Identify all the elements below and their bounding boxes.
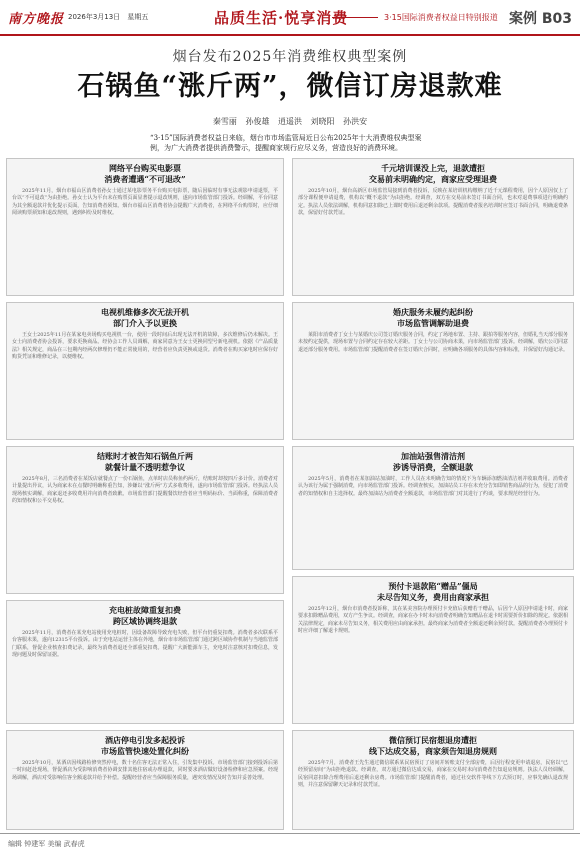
case-box xyxy=(6,730,284,830)
weekday-text: 星期五 xyxy=(127,13,149,21)
issue-date xyxy=(68,12,153,22)
page-footer xyxy=(0,833,580,852)
case-body: 2025年11月，消费者在某充电站使用充电桩时，因设备故障导致充电失败，但平台仍重复扣费。消费者多次联系平台客服未果，遂向12315平台投诉。由于充电站运营主体在外地，烟台市市场监管部门通过跨区域协作机制与当地监管部门联系，督促企业核查扣费记录，最终为消费者退还全部重复扣费。提醒广大新能源车主，充电时注意核对扣费信息，发现问题及时保留证据。 xyxy=(12,630,278,658)
case-box xyxy=(292,446,574,570)
case-title: 婚庆服务未履约起纠纷 市场监管调解助退费 xyxy=(393,307,473,328)
article-kicker: 烟台发布2025年消费维权典型案例 xyxy=(172,49,408,65)
section-title: 品质生活·悦享消费 xyxy=(214,9,349,27)
case-body: 2025年12月，烟台市消费者投诉称，其在某美容院办理预付卡充值后获赠若干赠品，后因个人原因申请退卡时，商家要求扣除赠品费用，双方产生争议。经调查，商家在办卡时未向消费者明确告知赠品在退卡时需要折价扣除的规定。依据相关法律规定，商家未尽告知义务，相关费用应由商家承担。最终商家为消费者全额退还剩余预付款。提醒消费者办理预付卡时应详细了解退卡规则。 xyxy=(298,606,569,634)
case-title: 电视机维修多次无法开机 部门介入予以更换 xyxy=(101,307,189,328)
newspaper-logo: 南方晚报 xyxy=(8,12,65,27)
special-report-banner: 3·15国际消费者权益日特别报道 xyxy=(384,13,498,22)
case-body: 莱阳市消费者丁女士与某婚庆公司签订婚庆服务合同，约定了场地布置、主持、跟拍等服务内容，但婚礼当天部分服务未按约定提供，现场布置与合同约定存在较大差距。丁女士与公司协商未果，向市场监管部门投诉。经调解，婚庆公司同意退还部分服务费用。市场监管部门提醒消费者在签订婚庆合同时，应明确各项服务的具体内容和标准，并保留好沟通记录。 xyxy=(298,332,569,353)
editor-credits: 编辑 钟建军 美编 武春虎 xyxy=(8,840,85,848)
case-title: 预付卡退款陷“赠品”僵局 未尽告知义务，费用由商家承担 xyxy=(377,581,489,602)
case-box xyxy=(6,446,284,594)
article-lead: “3·15”国际消费者权益日来临，烟台市市场监管局近日公布2025年十大消费维权典型案例，为广大消费者提供消费警示，提醒商家规行应尽义务，营造良好的消费环境。 xyxy=(150,134,422,152)
case-title: 网络平台购买电影票 消费者遭遇“不可退改” xyxy=(104,163,186,184)
article-authors: 秦雪丽 孙俊雄 逍遥洪 刘晓阳 孙洪安 xyxy=(212,117,368,126)
case-body: 2025年10月，某酒店因线路检修突然停电，数十名住客无法正常入住，引发集中投诉。市场监管部门接到投诉后第一时间赶赴现场，督促酒店为受影响消费者协调安排其他住宿或办理退款，同时要求酒店做好设备检修和应急预案。经现场调解，酒店对受影响住客全额退款并给予补偿。提醒经营者应当保障服务质量，遇突发情况及时告知并妥善处理。 xyxy=(12,760,278,781)
case-body: 2025年11月，烟台市福山区消费者孙女士通过某电影票务平台购买电影票，随后因临时有事无法观影申请退票，平台以“不可退改”为由拒绝。孙女士认为平台未在购票页面显著提示退改规则，遂向市场监管部门投诉。经调解，平台同意为其全额退款并优化提示页面，告知消费者须知。烟台市福山区消费者协会提醒广大消费者，在网络平台购票时，应仔细阅读购票须知和退改规则，遇到纠纷及时维权。 xyxy=(12,188,278,216)
masthead xyxy=(0,0,580,36)
article-headline: 石锅鱼“涨斤两”，微信订房退款难 xyxy=(77,71,503,102)
date-text: 2026年3月13日 xyxy=(68,13,121,21)
case-box xyxy=(6,302,284,440)
case-title: 加油站强售清洁剂 涉诱导消费，全额退款 xyxy=(393,451,473,472)
case-box xyxy=(6,600,284,724)
case-box xyxy=(6,158,284,296)
case-title: 酒店停电引发多起投诉 市场监管快速处置化纠纷 xyxy=(101,735,189,756)
case-title: 充电桩故障重复扣费 跨区域协调终退款 xyxy=(109,605,181,626)
case-body: 2025年7月，消费者王先生通过微信联系某民宿预订了房间并转账支付全部房费，后因行程变更申请退房，民宿以“已经预留房间”为由拒绝退款。经调查，双方通过微信达成交易，商家在交易时未向消费者告知退房规则。执法人员经调解，民宿同意扣除合理费用后退还剩余房费。市场监管部门提醒消费者，通过社交软件等线下方式预订时，应事先确认退改规则，并注意保留聊天记录和付款凭证。 xyxy=(298,760,568,788)
case-body: 2025年8月，三名消费者在某饭店就餐点了一份石锅鱼，点单时店员称鱼约两斤，结账时却按四斤多计价。消费者对计量提出异议，认为商家未在点餐时明确称重告知，涉嫌以“涨斤两”方式多收费用，遂向市场监管部门投诉。经执法人员现场核实调解，商家退还多收费用并向消费者致歉。市场监管部门提醒餐饮经营者应当明码标价、当面称重，保障消费者的知情权和公平交易权。 xyxy=(12,476,278,504)
case-box xyxy=(292,158,574,296)
section-divider xyxy=(332,17,378,18)
case-body: 2025年5月，消费者在某加油站加油时，工作人员在未明确告知的情况下为车辆添加燃油清洁剂并收取费用。消费者认为该行为属于强制消费，向市场监管部门投诉。经调查核实，加油站员工存在未充分告知即销售商品的行为，侵犯了消费者的知情权和自主选择权。最终加油站为消费者全额退款，市场监管部门对其进行了约谈，要求规范经营行为。 xyxy=(298,476,569,497)
case-body: 2025年10月，烟台高新区市场监管局接到消费者投诉，反映在某培训机构缴纳了近千元课程费用，因个人原因仅上了部分课程便申请退费，机构以“概不退款”为由拒绝。经调查，双方在交易前未签订书面合同，也未对退费事项进行明确约定。执法人员依法调解，机构同意扣除已上课时费用后退还剩余款项。提醒消费者报名培训时应签订书面合同，明确退费条款，保留好付款凭证。 xyxy=(298,188,569,216)
case-title: 结账时才被告知石锅鱼斤两 就餐计量不透明惹争议 xyxy=(97,451,193,472)
case-title: 千元培训课没上完，退款遭拒 交易前未明确约定，商家应受理退费 xyxy=(369,163,497,184)
case-box xyxy=(292,576,574,724)
case-box xyxy=(292,730,574,830)
case-body: 王女士2025年11月在某家电卖场购买电视机一台，使用一段时间后出现无法开机的故障，多次维修后仍未解决。王女士向消费者协会投诉，要求更换商品。经协会工作人员调解，商家同意为王女士更换同型号新电视机。依据《产品质量法》相关规定，商品在三包期内经两次修理仍不能正常使用的，经营者应负责更换或退货。消费者在购买家电时应保存好购货凭证和维修记录，以便维权。 xyxy=(12,332,278,360)
page-edition: 案例 B03 xyxy=(508,11,572,27)
case-box xyxy=(292,302,574,440)
case-title: 微信预订民宿想退房遭拒 线下达成交易，商家须告知退房规则 xyxy=(369,735,497,756)
